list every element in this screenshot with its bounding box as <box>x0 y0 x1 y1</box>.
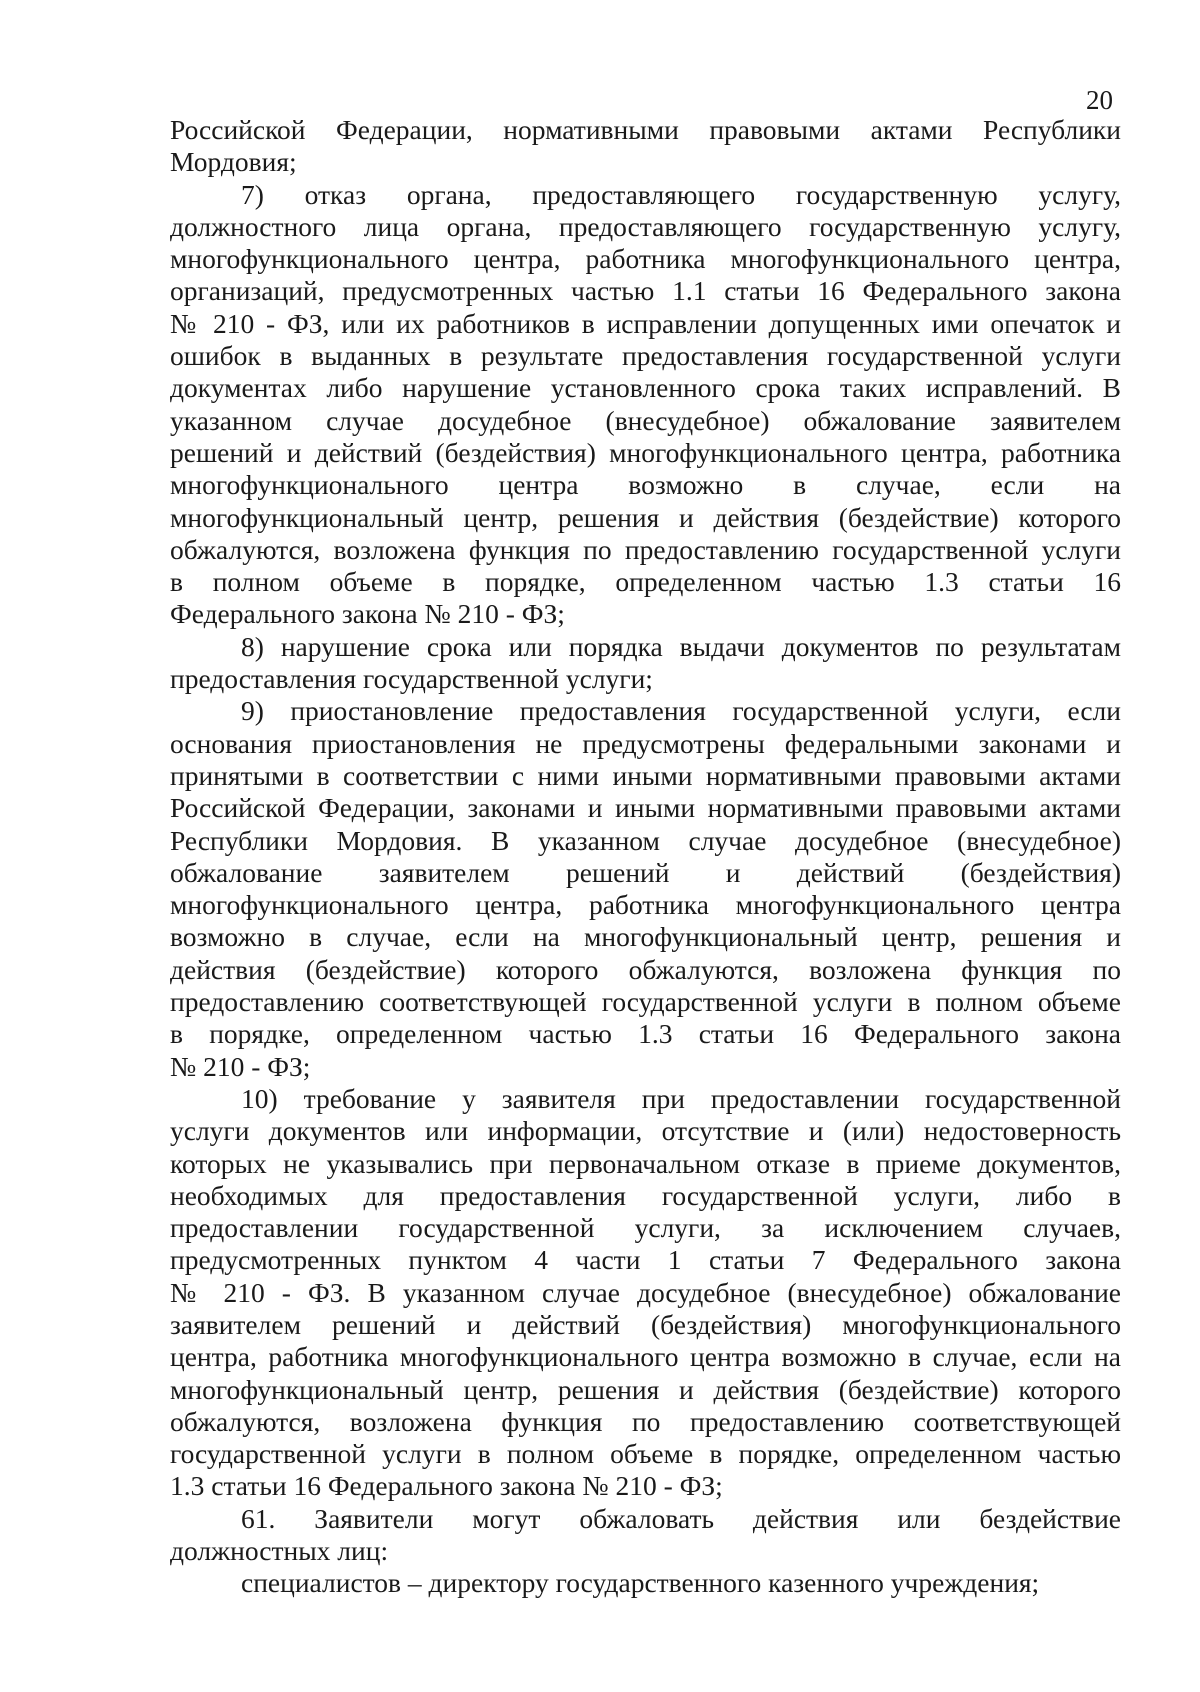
text-line: Мордовия; <box>170 146 297 178</box>
text-line: многофункционального центра, работника многофункционального центра <box>170 889 1121 921</box>
text-line: 7) отказ органа, предоставляющего государственную услугу, <box>241 178 1121 210</box>
text-line: принятыми в соответствии с ними иными нормативными правовыми актами <box>170 759 1121 791</box>
text-line: должностных лиц: <box>170 1535 389 1567</box>
text-line: указанном случае досудебное (внесудебное) обжалование заявителем <box>170 404 1121 436</box>
text-line: организаций, предусмотренных частью 1.1 статьи 16 Федерального закона <box>170 275 1121 307</box>
text-line: которых не указывались при первоначальном отказе в приеме документов, <box>170 1147 1121 1179</box>
text-line: 9) приостановление предоставления государственной услуги, если <box>241 695 1121 727</box>
text-line: обжалуются, возложена функция по предоставлению государственной услуги <box>170 533 1121 565</box>
text-line: 10) требование у заявителя при предоставлении государственной <box>241 1082 1121 1114</box>
text-line: ошибок в выданных в результате предоставления государственной услуги <box>170 340 1121 372</box>
page-number: 20 <box>1086 85 1113 115</box>
text-line: действия (бездействие) которого обжалуются, возложена функция по <box>170 953 1121 985</box>
text-line: документах либо нарушение установленного срока таких исправлений. В <box>170 372 1121 404</box>
text-line: возможно в случае, если на многофункциональный центр, решения и <box>170 921 1121 953</box>
document-body <box>170 114 1121 1600</box>
text-line: необходимых для предоставления государственной услуги, либо в <box>170 1179 1121 1211</box>
text-line: должностного лица органа, предоставляющего государственную услугу, <box>170 210 1121 242</box>
text-line: основания приостановления не предусмотрены федеральными законами и <box>170 727 1121 759</box>
text-line: многофункционального центра возможно в случае, если на <box>170 469 1121 501</box>
text-line: Российской Федерации, нормативными правовыми актами Республики <box>170 114 1121 145</box>
text-line: специалистов – директору государственного казенного учреждения; <box>241 1567 1040 1599</box>
text-line: центра, работника многофункционального центра возможно в случае, если на <box>170 1341 1121 1373</box>
text-line: предоставлении государственной услуги, за исключением случаев, <box>170 1212 1121 1244</box>
text-line: предусмотренных пунктом 4 части 1 статьи 7 Федерального закона <box>170 1244 1121 1276</box>
text-line: 8) нарушение срока или порядка выдачи документов по результатам <box>241 630 1121 662</box>
text-line: обжалуются, возложена функция по предоставлению соответствующей <box>170 1405 1121 1437</box>
text-line: обжалование заявителем решений и действий (бездействия) <box>170 856 1121 888</box>
text-line: многофункционального центра, работника многофункционального центра, <box>170 243 1121 275</box>
text-line: Республики Мордовия. В указанном случае досудебное (внесудебное) <box>170 824 1121 856</box>
text-line: решений и действий (бездействия) многофункционального центра, работника <box>170 436 1121 468</box>
text-line: Российской Федерации, законами и иными нормативными правовыми актами <box>170 792 1121 824</box>
text-line: многофункциональный центр, решения и действия (бездействие) которого <box>170 1373 1121 1405</box>
text-line: государственной услуги в полном объеме в порядке, определенном частью <box>170 1438 1121 1470</box>
text-line: многофункциональный центр, решения и действия (бездействие) которого <box>170 501 1121 533</box>
text-line: в полном объеме в порядке, определенном частью 1.3 статьи 16 <box>170 566 1121 598</box>
text-line: № 210 - ФЗ, или их работников в исправлении допущенных ими опечаток и <box>170 307 1121 339</box>
text-line: Федерального закона № 210 - ФЗ; <box>170 598 565 630</box>
text-line: услуги документов или информации, отсутствие и (или) недостоверность <box>170 1115 1121 1147</box>
text-line: предоставления государственной услуги; <box>170 663 653 695</box>
text-line: предоставлению соответствующей государственной услуги в полном объеме <box>170 986 1121 1018</box>
text-line: № 210 - ФЗ; <box>170 1050 311 1082</box>
text-line: в порядке, определенном частью 1.3 статьи 16 Федерального закона <box>170 1018 1121 1050</box>
text-line: № 210 - ФЗ. В указанном случае досудебное (внесудебное) обжалование <box>170 1276 1121 1308</box>
text-line: заявителем решений и действий (бездействия) многофункционального <box>170 1308 1121 1340</box>
text-line: 1.3 статьи 16 Федерального закона № 210 - ФЗ; <box>170 1470 723 1502</box>
text-line: 61. Заявители могут обжаловать действия или бездействие <box>241 1502 1121 1534</box>
